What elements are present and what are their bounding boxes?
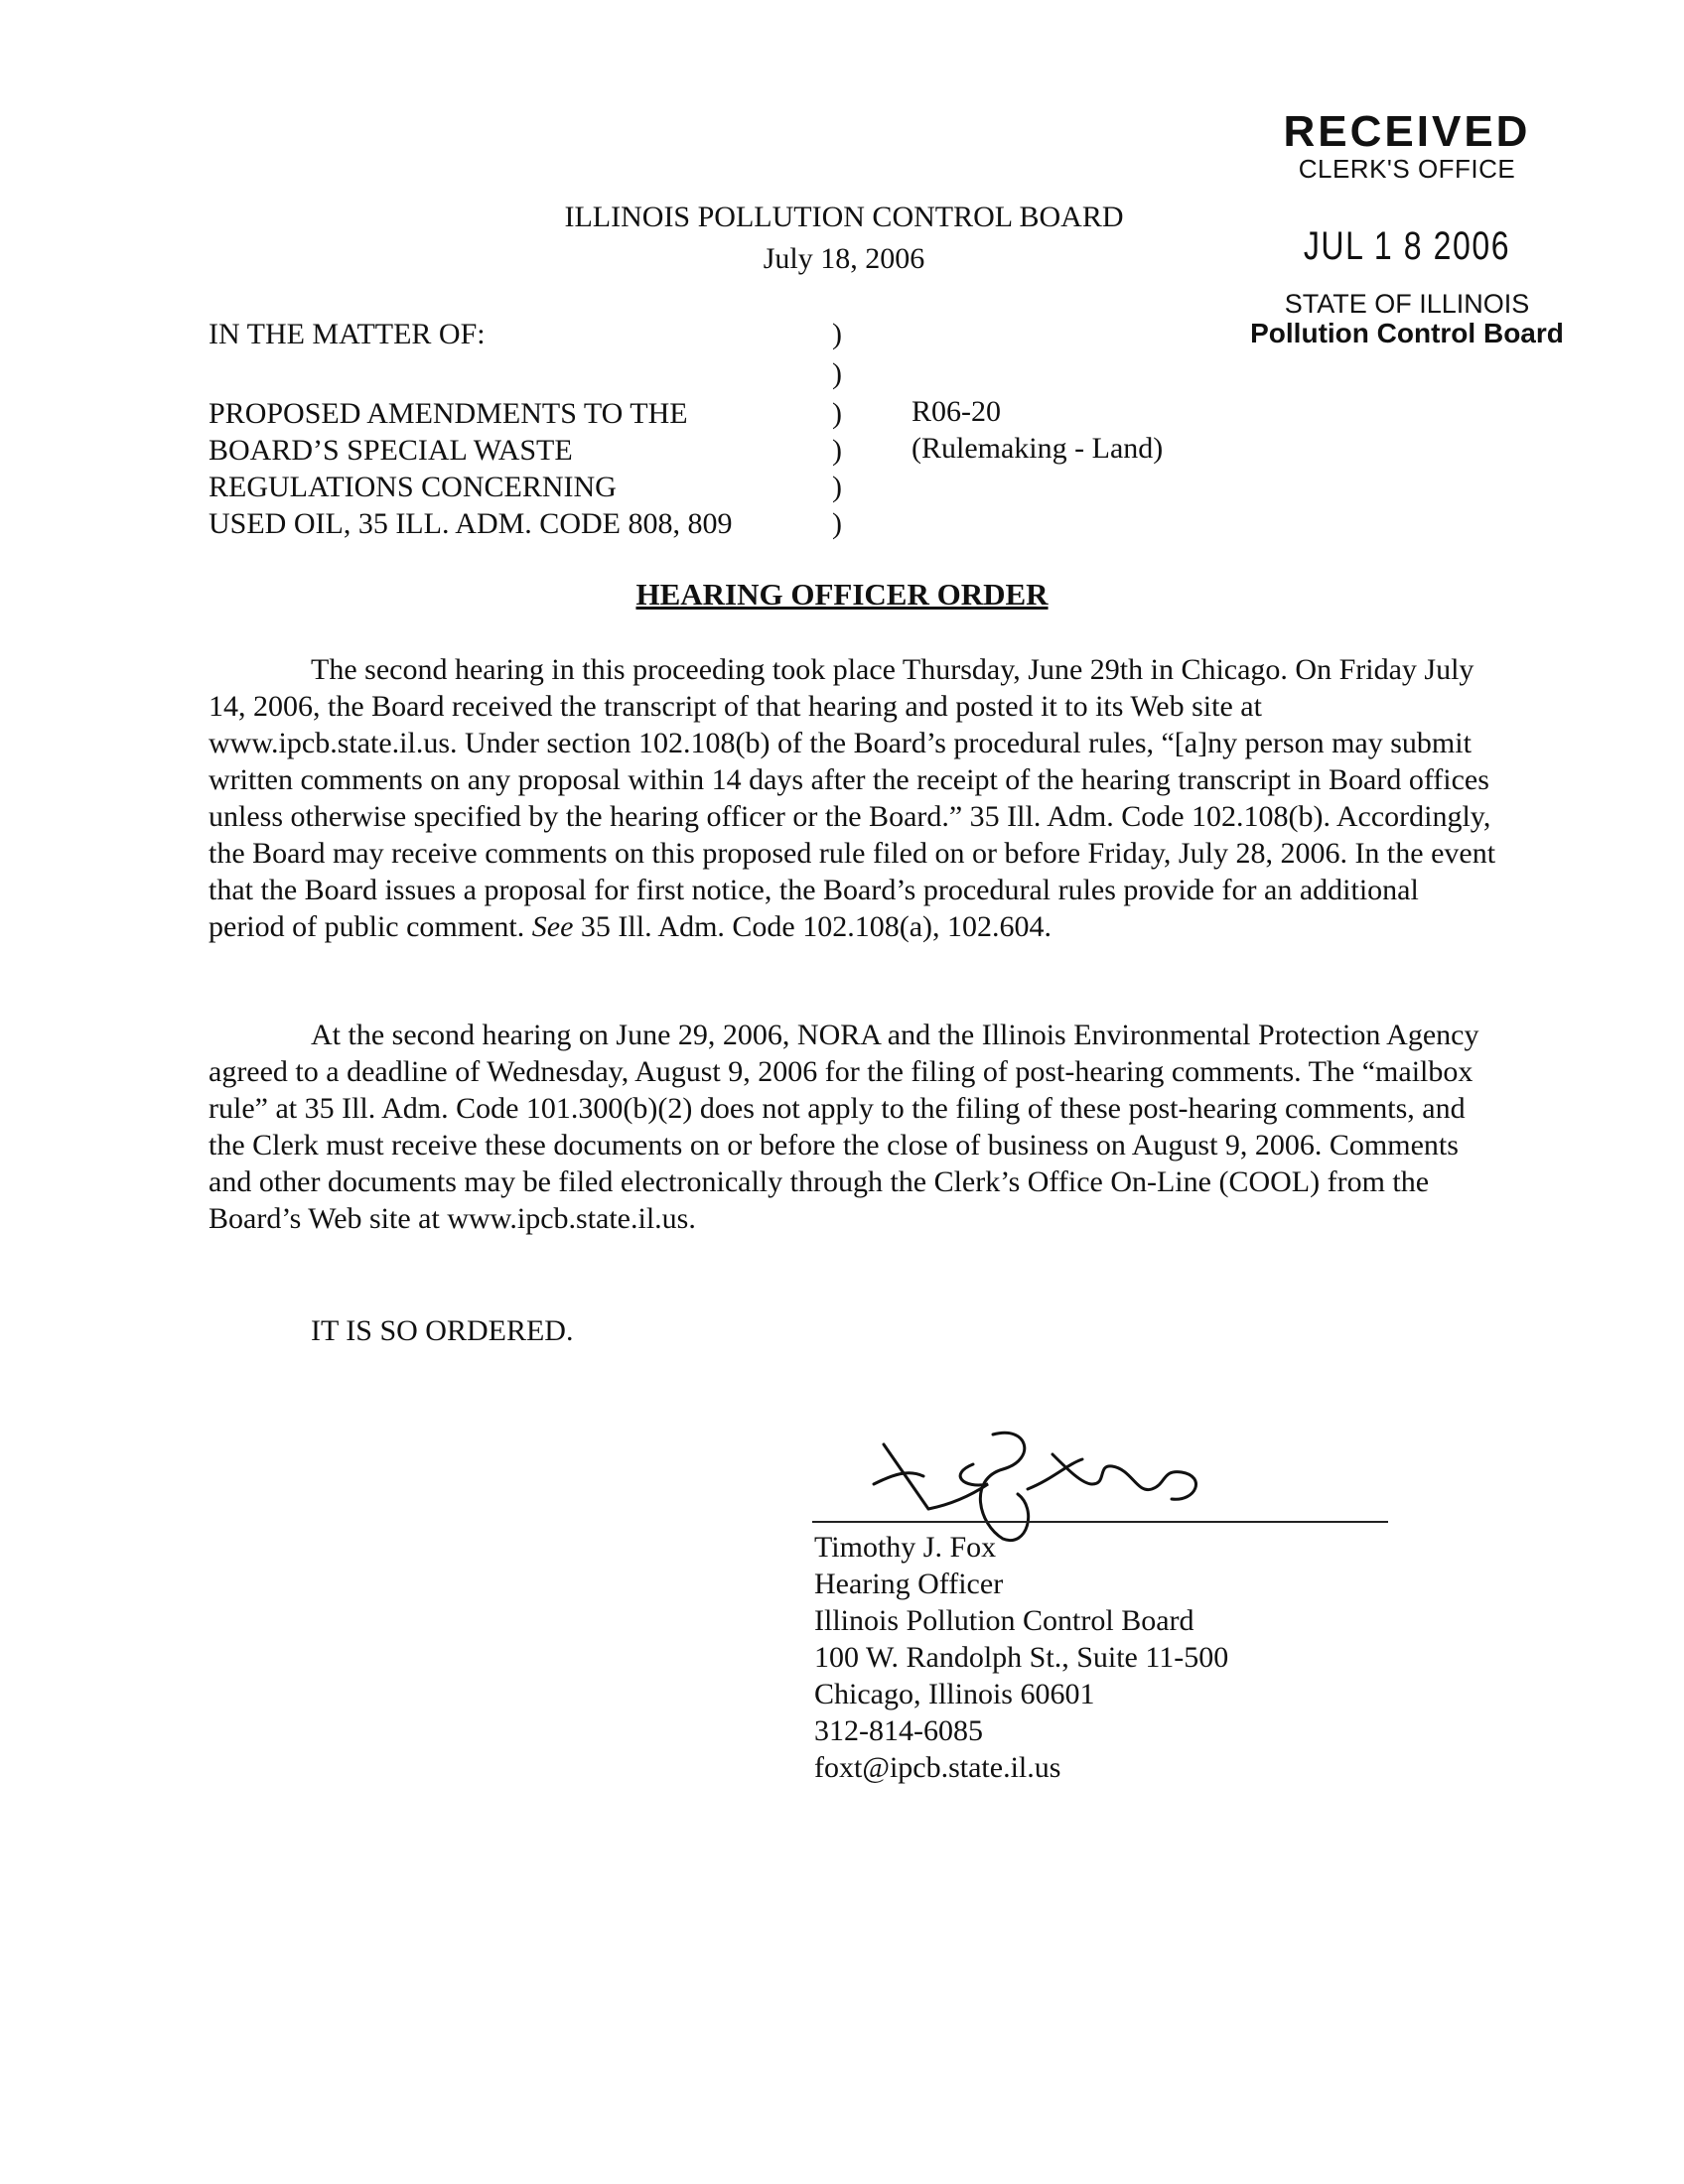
caption-line-1: IN THE MATTER OF: (209, 318, 486, 350)
paragraph-3 (209, 1312, 1499, 1349)
caption-paren: ) (832, 318, 842, 350)
header-date: July 18, 2006 (763, 242, 925, 275)
header-agency: ILLINOIS POLLUTION CONTROL BOARD (564, 201, 1124, 233)
signer-email: foxt@ipcb.state.il.us (814, 1751, 1061, 1784)
caption-paren: ) (832, 471, 842, 503)
caption-line-6: USED OIL, 35 ILL. ADM. CODE 808, 809 (209, 507, 733, 540)
signer-phone: 312-814-6085 (814, 1714, 983, 1747)
paragraph-1-italic: See (531, 910, 574, 943)
caption-line-3: PROPOSED AMENDMENTS TO THE (209, 397, 688, 430)
stamp-state: STATE OF ILLINOIS (1284, 289, 1530, 319)
paragraph-1-text: The second hearing in this proceeding took place Thursday, June 29th in Chicago. On Friday July 14, 2006, the Board received the transcript of that hearing and posted it to its Web site at www.ipcb.state.il.us. Under section 102.108(b) of the Board’s procedural rules, “[a]ny person may submit written comments on any proposal within 14 days after the receipt of the hearing transcript in Board offices unless otherwise specified by the hearing officer or the Board.” 35 Ill. Adm. Code 102.108(b). Accordingly, the Board may receive comments on this proposed rule filed on or before Friday, July 28, 2006. In the event that the Board issues a proposal for first notice, the Board’s procedural rules provide for an additional period of public comment. (209, 653, 1496, 943)
signer-address-2: Chicago, Illinois 60601 (814, 1678, 1095, 1710)
signer-name: Timothy J. Fox (814, 1531, 997, 1564)
caption-paren: ) (832, 507, 842, 540)
docket-number: R06-20 (912, 395, 1001, 428)
signer-address-1: 100 W. Randolph St., Suite 11-500 (814, 1641, 1229, 1674)
caption-paren: ) (832, 357, 842, 390)
caption-line-4: BOARD’S SPECIAL WASTE (209, 434, 573, 467)
stamp-board: Pollution Control Board (1250, 318, 1564, 348)
stamp-received: RECEIVED (1283, 107, 1531, 156)
signature-line (812, 1521, 1388, 1523)
docket-type: (Rulemaking - Land) (912, 432, 1164, 465)
stamp-office: CLERK'S OFFICE (1298, 154, 1516, 184)
paragraph-2-text: At the second hearing on June 29, 2006, NORA and the Illinois Environmental Protection Agency agreed to a deadline of Wednesday, August 9, 2006 for the filing of post-hearing comments. The “mailbox rule” at 35 Ill. Adm. Code 101.300(b)(2) does not apply to the filing of these post-hearing comments, and the Clerk must receive these documents on or before the close of business on August 9, 2006. Comments and other documents may be filed electronically through the Clerk’s Office On-Line (COOL) from the Board’s Web site at www.ipcb.state.il.us. (209, 1019, 1479, 1235)
order-title: HEARING OFFICER ORDER (635, 577, 1049, 612)
paragraph-1-tail: 35 Ill. Adm. Code 102.108(a), 102.604. (573, 910, 1052, 943)
caption-paren: ) (832, 434, 842, 467)
caption-line-5: REGULATIONS CONCERNING (209, 471, 617, 503)
caption-paren: ) (832, 397, 842, 430)
stamp-date: JUL 1 8 2006 (1303, 224, 1511, 268)
paragraph-2 (209, 1017, 1499, 1237)
paragraph-1 (209, 651, 1499, 945)
signer-org: Illinois Pollution Control Board (814, 1604, 1194, 1637)
signer-title: Hearing Officer (814, 1568, 1004, 1600)
ordered-text: IT IS SO ORDERED. (311, 1314, 574, 1347)
